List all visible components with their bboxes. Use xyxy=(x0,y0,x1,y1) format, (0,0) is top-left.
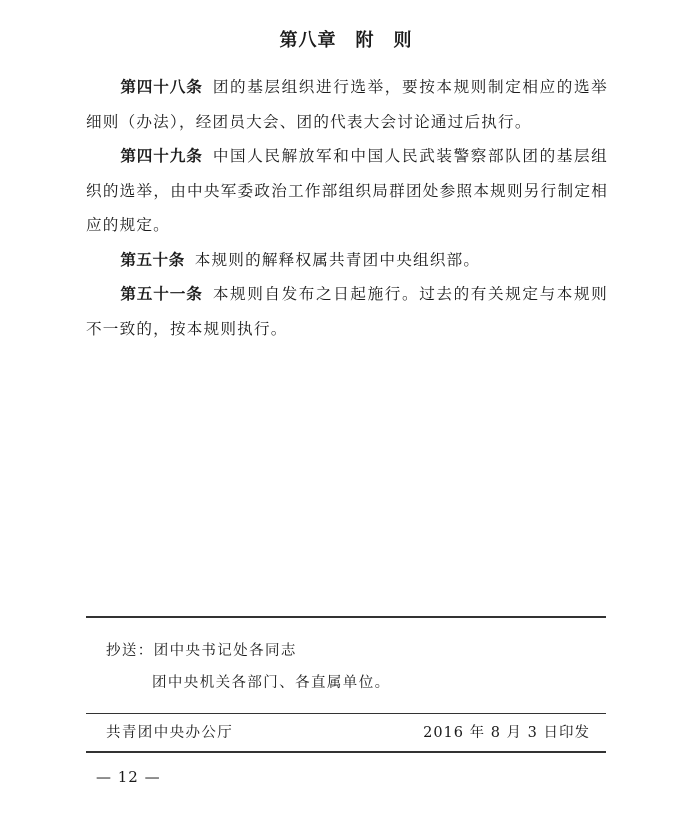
article-text: 中国人民解放军和中国人民武装警察部队团的基层组织的选举，由中央军委政治工作部组织局群团处参照本规则另行制定相应的规定。 xyxy=(86,147,608,234)
distribution-recipient: 团中央书记处各同志 xyxy=(153,643,297,659)
article-number: 第四十九条 xyxy=(120,147,203,165)
chapter-title: 第八章 附 则 xyxy=(279,30,413,51)
article-51 xyxy=(86,277,608,346)
article-number: 第五十一条 xyxy=(120,285,203,303)
article-50 xyxy=(86,243,608,278)
distribution-recipient: 团中央机关各部门、各直属单位。 xyxy=(152,675,391,691)
divider-middle xyxy=(86,713,606,714)
divider-top xyxy=(86,616,606,618)
issue-date: 2016 年 8 月 3 日印发 xyxy=(423,725,590,741)
article-body xyxy=(86,70,608,346)
article-text: 本规则自发布之日起施行。过去的有关规定与本规则不一致的，按本规则执行。 xyxy=(86,285,608,338)
distribution-label: 抄送： xyxy=(106,643,154,659)
article-text: 本规则的解释权属共青团中央组织部。 xyxy=(194,250,481,269)
article-number: 第四十八条 xyxy=(120,78,203,96)
issuing-office: 共青团中央办公厅 xyxy=(106,725,234,741)
page-number: — 12 — xyxy=(96,768,161,786)
distribution-line-1 xyxy=(106,635,391,667)
distribution-block xyxy=(106,635,391,699)
article-48 xyxy=(86,70,608,139)
article-text: 团的基层组织进行选举，要按本规则制定相应的选举细则（办法），经团员大会、团的代表大会讨论通过后执行。 xyxy=(86,78,608,131)
article-49 xyxy=(86,139,608,243)
article-number: 第五十条 xyxy=(120,250,185,269)
divider-bottom xyxy=(86,751,606,753)
